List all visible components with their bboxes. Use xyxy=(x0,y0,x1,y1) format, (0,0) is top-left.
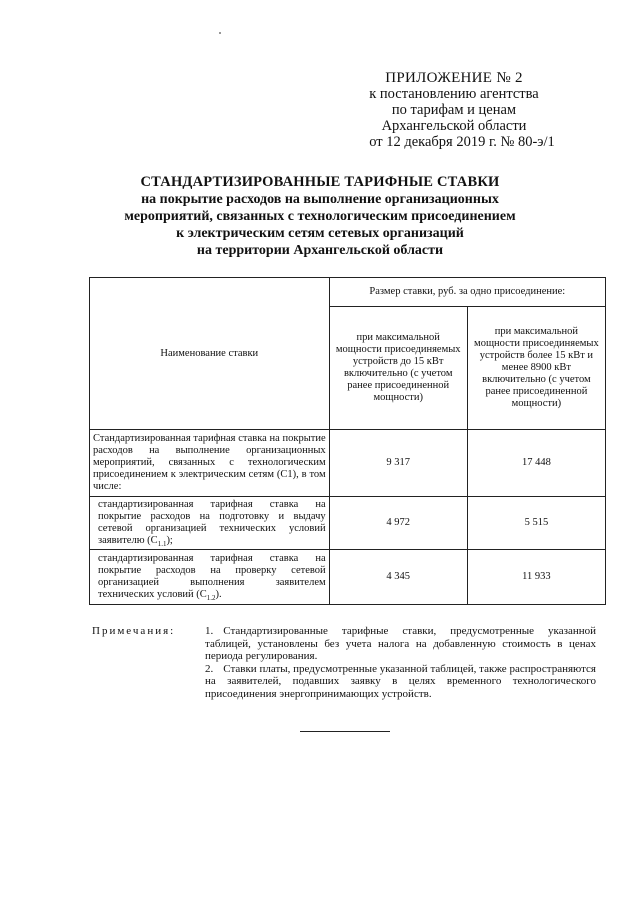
closing-rule xyxy=(300,731,390,732)
rate-name-c1: Стандартизированная тарифная ставка на покрытие расходов на выполнение организационных мероприятий, связанных с технологическим присоединением к электрическим сетям (С1), в том числе: xyxy=(90,430,330,497)
notes-label: Примечания: xyxy=(92,625,176,637)
rate-value-c12-col2: 11 933 xyxy=(467,550,605,605)
title-line: к электрическим сетям сетевых организаций xyxy=(176,226,464,241)
header-rate-size: Размер ставки, руб. за одно присоединение: xyxy=(329,278,605,307)
rate-value-c12-col1: 4 345 xyxy=(329,550,467,605)
note-text: Ставки платы, предусмотренные указанной таблицей, также распространяются на заявителей, подавших заявку в целях временного технологического присоединения энергопринимающих устройств. xyxy=(205,662,596,700)
rate-value-c1-col1: 9 317 xyxy=(329,430,467,497)
rate-name-c12-sub: 1.2 xyxy=(206,594,216,603)
header-rate-name: Наименование ставки xyxy=(90,278,330,430)
note-number: 2. xyxy=(205,662,214,675)
appendix-heading: ПРИЛОЖЕНИЕ № 2 xyxy=(385,70,523,86)
rate-value-c11-col1: 4 972 xyxy=(329,497,467,550)
appendix-line: Архангельской области xyxy=(381,118,527,134)
rate-name-c11-end: ); xyxy=(166,535,173,546)
appendix-line: по тарифам и ценам xyxy=(391,102,517,118)
note-text: Стандартизированные тарифные ставки, предусмотренные указанной таблицей, установлены без учета налога на добавленную стоимость в ценах периода регулирования. xyxy=(205,625,596,662)
appendix-line: от 12 декабря 2019 г. № 80-э/1 xyxy=(369,134,555,150)
note-number: 1. xyxy=(205,625,214,637)
title-line: на территории Архангельской области xyxy=(196,243,444,258)
header-col-up-to-15kw: при максимальной мощности присоединяемых устройств до 15 кВт включительно (с учетом ранее присоединенной мощности) xyxy=(329,307,467,430)
note-item xyxy=(205,625,596,663)
header-col-over-15kw: при максимальной мощности присоединяемых устройств более 15 кВт и менее 8900 кВт включительно (с учетом ранее присоединенной мощности) xyxy=(467,307,605,430)
title-line: мероприятий, связанных с технологическим присоединением xyxy=(124,209,516,224)
rate-name-c12-end: ). xyxy=(215,589,222,600)
appendix-block xyxy=(334,70,574,150)
rate-name-c12 xyxy=(90,550,330,605)
scan-dot xyxy=(219,32,221,34)
rate-name-c11-sub: 1.1 xyxy=(157,540,167,549)
rate-name-c11-text: стандартизированная тарифная ставка на покрытие расходов на подготовку и выдачу сетевой организацией технических условий заявителю (С xyxy=(98,499,326,546)
table-row xyxy=(90,550,606,605)
rates-table xyxy=(89,277,606,605)
rate-name-c11 xyxy=(90,497,330,550)
rate-value-c1-col2: 17 448 xyxy=(467,430,605,497)
rate-value-c11-col2: 5 515 xyxy=(467,497,605,550)
table-row xyxy=(90,497,606,550)
title-main: СТАНДАРТИЗИРОВАННЫЕ ТАРИФНЫЕ СТАВКИ xyxy=(140,174,500,190)
document-title xyxy=(40,174,600,259)
notes-body xyxy=(205,625,596,700)
table-header-row xyxy=(90,278,606,307)
title-line: на покрытие расходов на выполнение организационных xyxy=(141,192,499,207)
rate-name-c12-text: стандартизированная тарифная ставка на покрытие расходов на проверку сетевой организацией выполнения заявителем технических условий (С xyxy=(98,553,326,600)
appendix-line: к постановлению агентства xyxy=(369,86,539,102)
table-row xyxy=(90,430,606,497)
note-item xyxy=(205,663,596,701)
